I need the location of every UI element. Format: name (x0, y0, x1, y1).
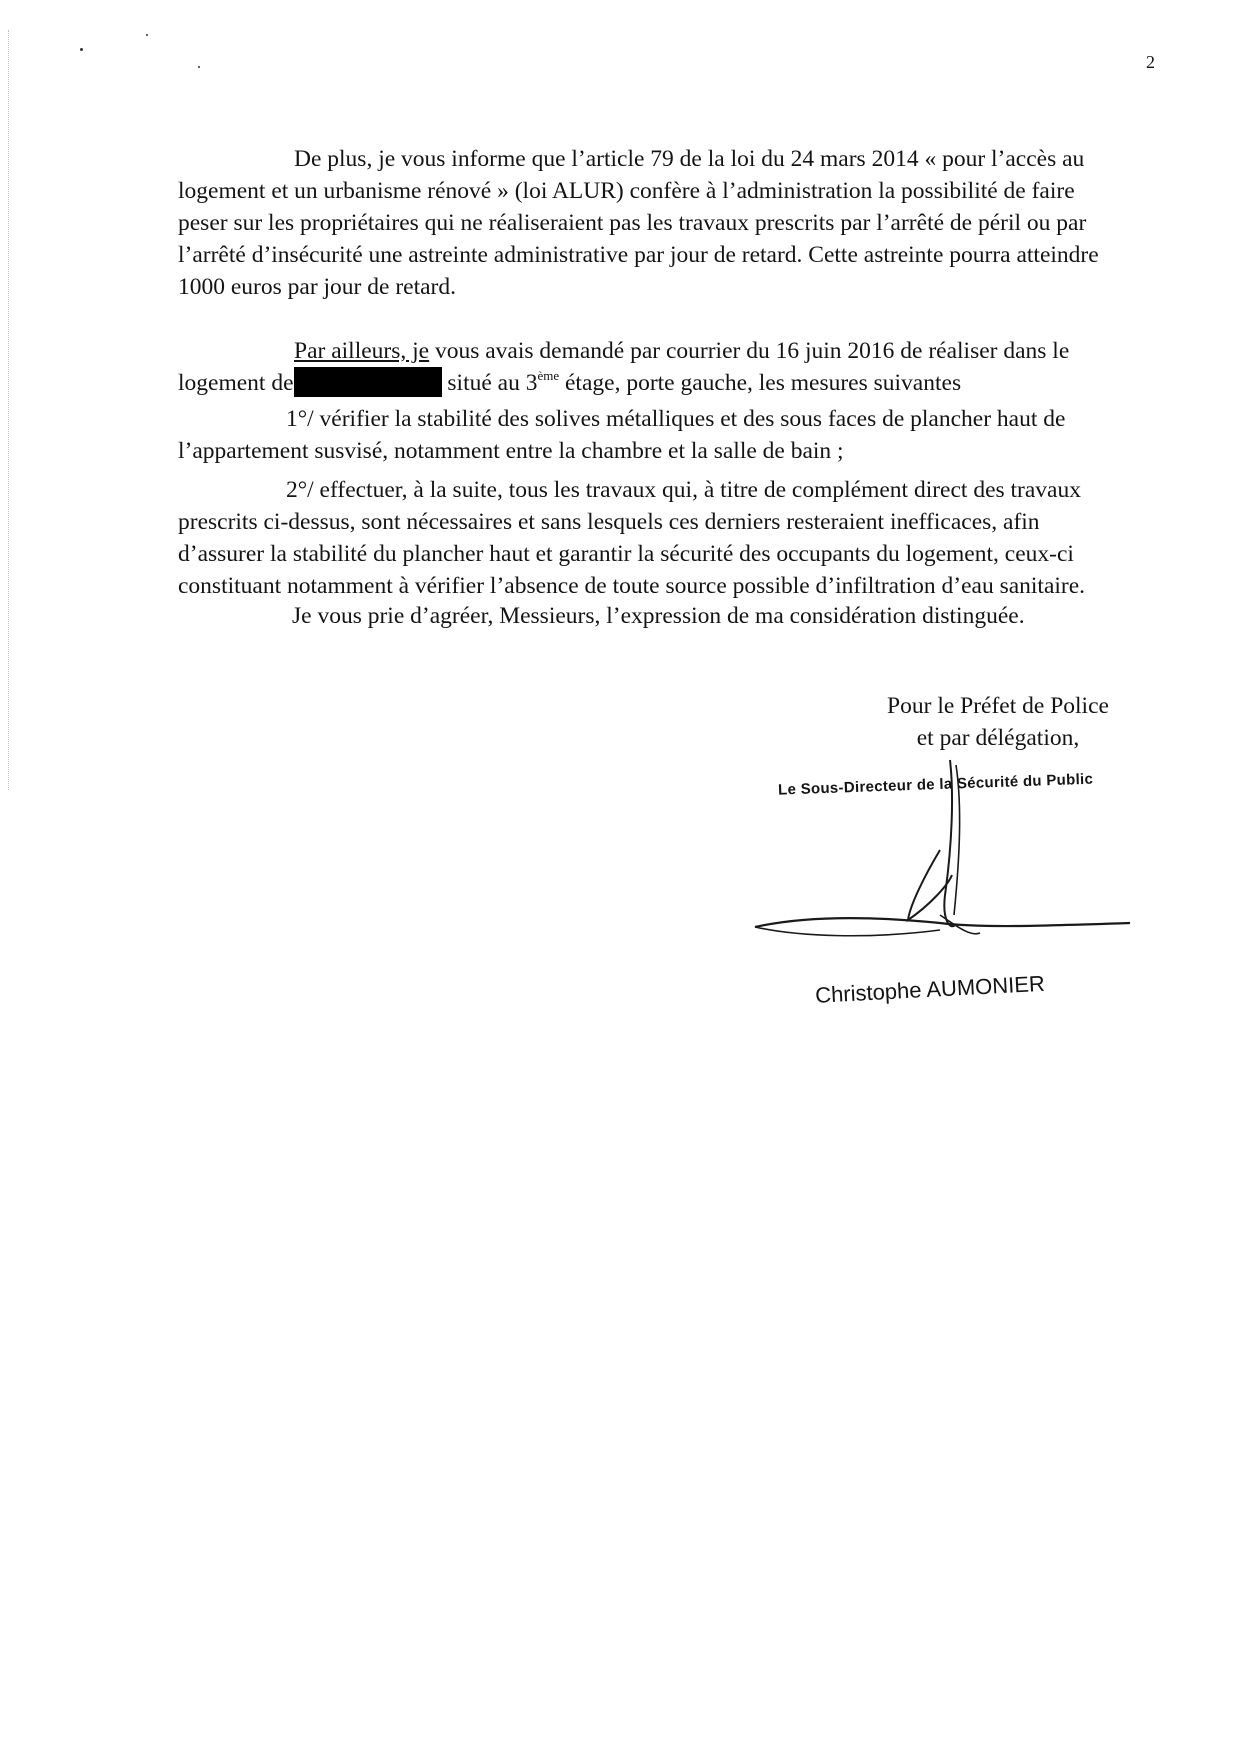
underlined-text: Par ailleurs, je (294, 338, 430, 364)
measure-line: 2°/ effectuer, à la suite, tous les travaux qui, à titre de complément direct des travaux (286, 477, 1081, 503)
paragraph-line: De plus, je vous informe que l’article 79 de la loi du 24 mars 2014 « pour l’accès au (294, 146, 1085, 172)
paragraph-request (178, 335, 1163, 399)
signer-name: Christophe AUMONIER (814, 970, 1046, 1008)
official-stamp-title: Le Sous-Directeur de la Sécurité du Public (777, 770, 1094, 799)
request-line-2-end: étage, porte gauche, les mesures suivantes (559, 370, 962, 396)
closing-line-1: Pour le Préfet de Police (887, 693, 1109, 719)
paragraph-line: logement et un urbanisme rénové » (loi ALUR) confère à l’administration la possibilité de faire (178, 178, 1075, 204)
scan-speck (146, 34, 148, 36)
floor-superscript: ème (537, 368, 560, 383)
measure-line: 1°/ vérifier la stabilité des solives métalliques et des sous faces de plancher haut de (286, 406, 1066, 432)
scan-speck (80, 48, 83, 51)
closing-line-2: et par délégation, (916, 725, 1080, 751)
redaction-bar (294, 367, 442, 397)
measure-1 (178, 403, 1163, 467)
paragraph-line: 1000 euros par jour de retard. (178, 274, 456, 300)
salutation: Je vous prie d’agréer, Messieurs, l’expression de ma considération distinguée. (292, 603, 1025, 629)
request-line-2-middle: situé au 3 (441, 370, 538, 396)
measure-2 (178, 474, 1163, 602)
measure-line: l’appartement susvisé, notamment entre la chambre et la salle de bain ; (178, 438, 844, 464)
measure-line: constituant notamment à vérifier l’absence de toute source possible d’infiltration d’eau sanitaire. (178, 573, 1086, 599)
request-line-2-start: logement de (178, 370, 294, 396)
scan-speck (198, 66, 200, 68)
request-line-1-rest: vous avais demandé par courrier du 16 juin 2016 de réaliser dans le (429, 338, 1070, 364)
paragraph-line: peser sur les propriétaires qui ne réaliseraient pas les travaux prescrits par l’arrêté de péril ou par (178, 210, 1087, 236)
paragraph-alur (178, 143, 1163, 303)
closing-block (878, 690, 1118, 754)
paragraph-line: l’arrêté d’insécurité une astreinte administrative par jour de retard. Cette astreinte pourra atteindre (178, 242, 1099, 268)
handwritten-signature (740, 755, 1140, 955)
request-line-1 (178, 335, 1163, 367)
measure-line: prescrits ci-dessus, sont nécessaires et sans lesquels ces derniers resteraient inefficaces, afin (178, 509, 1040, 535)
page-number: 2 (1146, 52, 1155, 72)
request-line-2 (178, 367, 1163, 399)
measure-line: d’assurer la stabilité du plancher haut et garantir la sécurité des occupants du logement, ceux-ci (178, 541, 1074, 567)
scan-edge-marks (8, 30, 11, 790)
